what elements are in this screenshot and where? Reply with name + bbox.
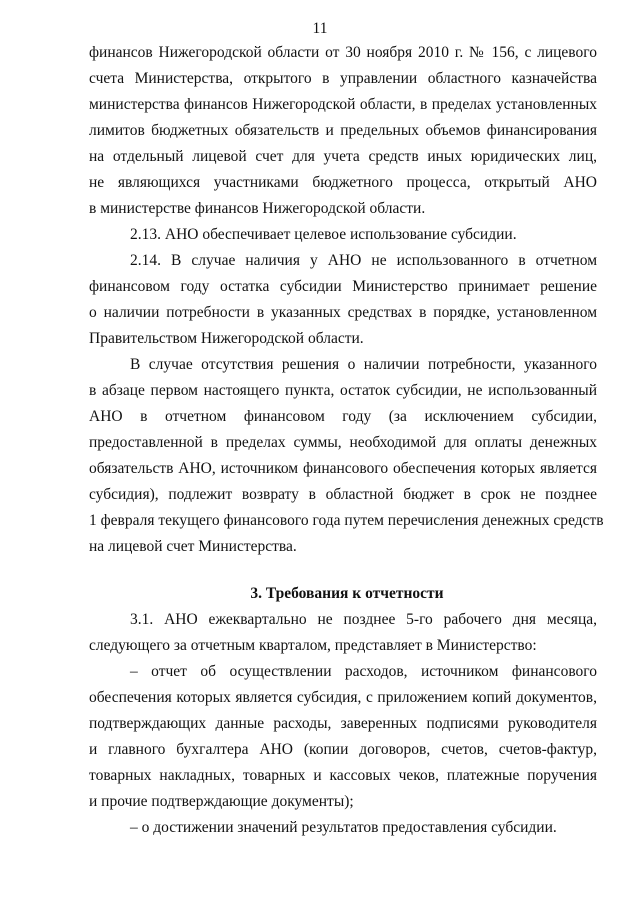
text-line: товарных накладных, товарных и кассовых чеков, платежные поручения <box>89 767 597 784</box>
text-line: предоставленной в пределах суммы, необходимой для оплаты денежных <box>89 434 597 451</box>
text-line: следующего за отчетным кварталом, представляет в Министерство: <box>89 637 537 654</box>
text-line: министерства финансов Нижегородской области, в пределах установленных <box>89 96 597 113</box>
text-line: и главного бухгалтера АНО (копии договоров, счетов, счетов-фактур, <box>89 741 597 758</box>
section-heading: 3. Требования к отчетности <box>250 585 444 602</box>
text-line: подтверждающих данные расходы, заверенных подписями руководителя <box>89 715 597 732</box>
page-number: 11 <box>312 20 328 37</box>
text-line: и прочие подтверждающие документы); <box>89 793 354 810</box>
text-line: 1 февраля текущего финансового года путем перечисления денежных средств <box>89 512 604 529</box>
text-line: в министерстве финансов Нижегородской области. <box>89 200 426 217</box>
document-body <box>89 40 604 841</box>
text-line: АНО в отчетном финансовом году (за исключением субсидии, <box>89 408 597 425</box>
text-line: финансовом году остатка субсидии Министерство принимает решение <box>89 278 597 295</box>
text-line: финансов Нижегородской области от 30 ноября 2010 г. № 156, с лицевого <box>89 44 597 61</box>
text-line: субсидия), подлежит возврату в областной бюджет в срок не позднее <box>89 486 597 503</box>
list-item-report: – отчет об осуществлении расходов, источником финансового <box>130 663 597 680</box>
text-line: на отдельный лицевой счет для учета средств иных юридических лиц, <box>89 148 597 165</box>
text-line: в абзаце первом настоящего пункта, остаток субсидии, не использованный <box>89 382 597 399</box>
text-line: Правительством Нижегородской области. <box>89 330 364 347</box>
paragraph-2-14: 2.14. В случае наличия у АНО не использованного в отчетном <box>130 252 597 269</box>
paragraph-start: В случае отсутствия решения о наличии потребности, указанного <box>130 356 597 373</box>
list-item-results: – о достижении значений результатов предоставления субсидии. <box>130 819 557 836</box>
text-line: счета Министерства, открытого в управлении областного казначейства <box>89 70 597 87</box>
text-line: обеспечения которых является субсидия, с приложением копий документов, <box>89 689 597 706</box>
text-line: не являющихся участниками бюджетного процесса, открытый АНО <box>89 174 597 191</box>
text-line: о наличии потребности в указанных средствах в порядке, установленном <box>89 304 597 321</box>
text-line: обязательств АНО, источником финансового обеспечения которых является <box>89 460 597 477</box>
text-line: лимитов бюджетных обязательств и предельных объемов финансирования <box>89 122 597 139</box>
text-line: на лицевой счет Министерства. <box>89 538 297 555</box>
paragraph-2-13: 2.13. АНО обеспечивает целевое использование субсидии. <box>130 226 517 243</box>
paragraph-3-1: 3.1. АНО ежеквартально не позднее 5-го рабочего дня месяца, <box>130 611 597 628</box>
